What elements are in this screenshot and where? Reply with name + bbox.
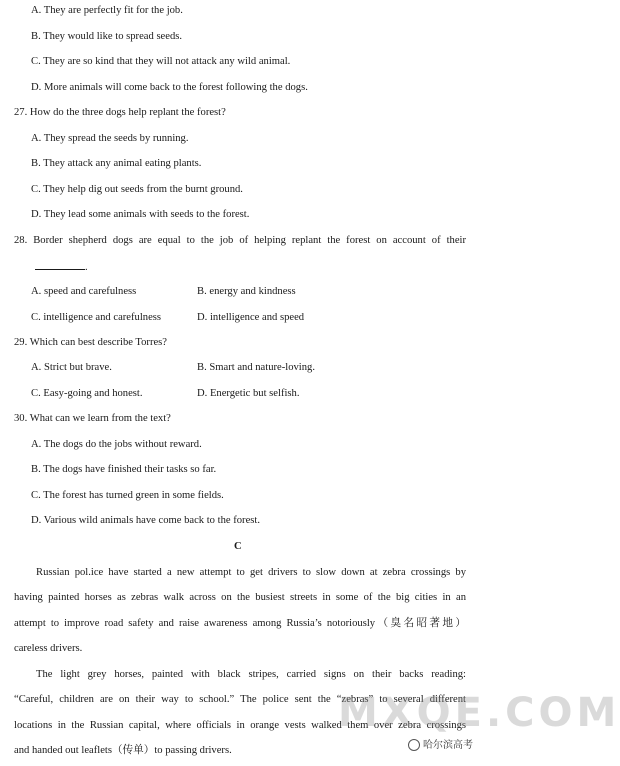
q26-option-b: B. They would like to spread seeds. xyxy=(31,31,183,42)
q26-option-a: A. They are perfectly fit for the job. xyxy=(31,5,183,16)
watermark: MXQE.COM xyxy=(338,690,620,736)
passage-line: and handed out leaflets（传单）to passing drivers. xyxy=(14,745,232,756)
q28-tail: . xyxy=(85,262,88,273)
passage-line: Russian pol.ice have started a new attempt to get drivers to slow down at zebra crossings by xyxy=(36,567,466,578)
site-logo xyxy=(408,736,473,751)
q26-option-c: C. They are so kind that they will not attack any wild animal. xyxy=(31,56,291,67)
q29-option-c: C. Easy-going and honest. xyxy=(31,388,143,399)
passage-line: “Careful, children are on their way to school.” The police sent the “zebras” to several different xyxy=(14,694,466,705)
q29-option-b: B. Smart and nature-loving. xyxy=(197,362,315,373)
q28-question: 28. Border shepherd dogs are equal to the job of helping replant the forest on account of their xyxy=(14,235,466,246)
passage-line: locations in the Russian capital, where officials in orange vests walked them over zebra crossings xyxy=(14,720,466,731)
q30-option-a: A. The dogs do the jobs without reward. xyxy=(31,439,202,450)
q30-option-b: B. The dogs have finished their tasks so far. xyxy=(31,464,217,475)
passage-line: The light grey horses, painted with black stripes, carried signs on their backs reading: xyxy=(36,669,466,680)
passage-line: careless drivers. xyxy=(14,643,83,654)
q28-option-d: D. intelligence and speed xyxy=(197,312,305,323)
q27-option-b: B. They attack any animal eating plants. xyxy=(31,158,202,169)
q29-option-a: A. Strict but brave. xyxy=(31,362,112,373)
section-c-heading: C xyxy=(234,541,242,552)
q30-option-d: D. Various wild animals have come back to the forest. xyxy=(31,515,260,526)
q28-blank-line xyxy=(35,260,88,274)
q27-option-d: D. They lead some animals with seeds to the forest. xyxy=(31,209,250,220)
q28-option-a: A. speed and carefulness xyxy=(31,286,137,297)
logo-label: 哈尔滨高考 xyxy=(423,740,473,751)
q27-option-c: C. They help dig out seeds from the burnt ground. xyxy=(31,184,243,195)
q28-option-c: C. intelligence and carefulness xyxy=(31,312,162,323)
q29-option-d: D. Energetic but selfish. xyxy=(197,388,300,399)
answer-blank xyxy=(35,260,85,270)
q29-question: 29. Which can best describe Torres? xyxy=(14,337,168,348)
passage-line: attempt to improve road safety and raise awareness among Russia’s notoriously（臭名昭著地） xyxy=(14,618,466,629)
wechat-icon xyxy=(408,739,420,751)
q30-option-c: C. The forest has turned green in some fields. xyxy=(31,490,224,501)
q28-option-b: B. energy and kindness xyxy=(197,286,296,297)
q26-option-d: D. More animals will come back to the forest following the dogs. xyxy=(31,82,308,93)
passage-line: having painted horses as zebras walk across on the busiest streets in some of the big cities in an xyxy=(14,592,466,603)
q27-option-a: A. They spread the seeds by running. xyxy=(31,133,189,144)
q27-question: 27. How do the three dogs help replant the forest? xyxy=(14,107,226,118)
q30-question: 30. What can we learn from the text? xyxy=(14,413,171,424)
